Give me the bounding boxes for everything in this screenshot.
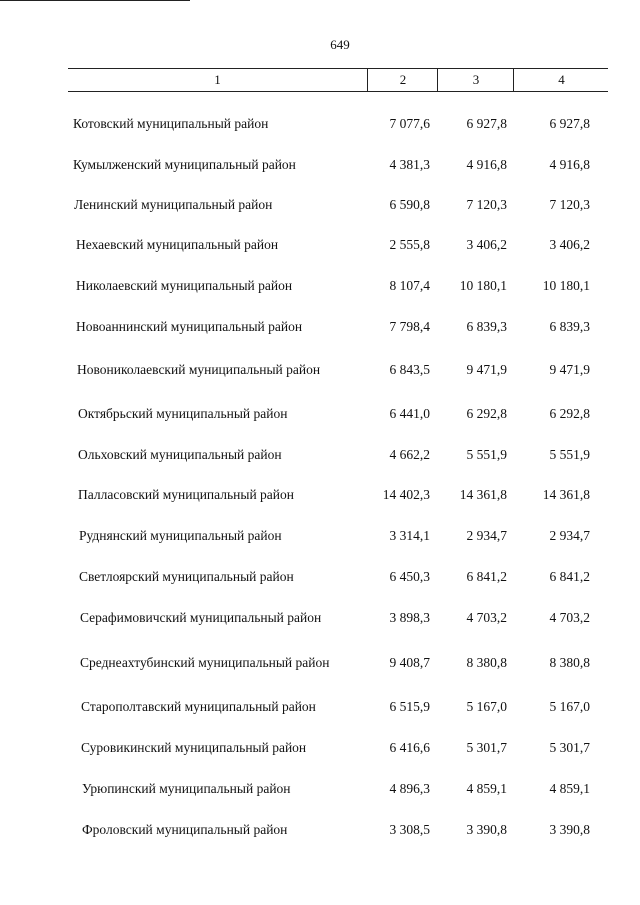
district-name: Светлоярский муниципальный район bbox=[79, 569, 294, 584]
value-col-4: 4 916,8 bbox=[549, 157, 590, 172]
value-col-2: 3 898,3 bbox=[389, 610, 430, 625]
header-col-3: 3 bbox=[437, 69, 514, 91]
value-col-3: 6 927,8 bbox=[466, 116, 507, 131]
value-col-2: 6 843,5 bbox=[389, 362, 430, 377]
header-col-4: 4 bbox=[513, 69, 609, 91]
table-row bbox=[0, 699, 640, 719]
value-col-2: 6 450,3 bbox=[389, 569, 430, 584]
district-name: Николаевский муниципальный район bbox=[76, 278, 293, 293]
district-name: Котовский муниципальный район bbox=[73, 116, 269, 131]
district-name: Кумылженский муниципальный район bbox=[73, 157, 296, 172]
value-col-3: 4 916,8 bbox=[466, 157, 507, 172]
value-col-3: 7 120,3 bbox=[466, 197, 507, 212]
table-row bbox=[0, 655, 640, 675]
value-col-3: 8 380,8 bbox=[466, 655, 507, 670]
value-col-3: 6 292,8 bbox=[466, 406, 507, 421]
value-col-4: 10 180,1 bbox=[542, 278, 590, 293]
table-row bbox=[0, 447, 640, 467]
value-col-2: 7 798,4 bbox=[389, 319, 430, 334]
value-col-3: 6 841,2 bbox=[466, 569, 507, 584]
value-col-4: 6 292,8 bbox=[549, 406, 590, 421]
value-col-2: 7 077,6 bbox=[389, 116, 430, 131]
value-col-3: 5 301,7 bbox=[466, 740, 507, 755]
district-name: Новоаннинский муниципальный район bbox=[76, 319, 303, 334]
value-col-2: 2 555,8 bbox=[389, 237, 430, 252]
value-col-3: 3 406,2 bbox=[466, 237, 507, 252]
value-col-4: 5 551,9 bbox=[549, 447, 590, 462]
value-col-4: 9 471,9 bbox=[549, 362, 590, 377]
value-col-4: 14 361,8 bbox=[542, 487, 590, 502]
value-col-4: 6 841,2 bbox=[549, 569, 590, 584]
value-col-2: 4 896,3 bbox=[389, 781, 430, 796]
header-col-1: 1 bbox=[214, 72, 221, 87]
table-row bbox=[0, 406, 640, 426]
value-col-3: 9 471,9 bbox=[466, 362, 507, 377]
table-row bbox=[0, 528, 640, 548]
value-col-4: 5 167,0 bbox=[549, 699, 590, 714]
value-col-4: 6 927,8 bbox=[549, 116, 590, 131]
value-col-2: 8 107,4 bbox=[389, 278, 430, 293]
value-col-3: 5 167,0 bbox=[466, 699, 507, 714]
value-col-2: 3 308,5 bbox=[389, 822, 430, 837]
value-col-4: 8 380,8 bbox=[549, 655, 590, 670]
value-col-3: 2 934,7 bbox=[466, 528, 507, 543]
value-col-2: 4 662,2 bbox=[389, 447, 430, 462]
value-col-3: 4 703,2 bbox=[466, 610, 507, 625]
value-col-4: 3 406,2 bbox=[549, 237, 590, 252]
value-col-4: 4 859,1 bbox=[549, 781, 590, 796]
value-col-3: 14 361,8 bbox=[459, 487, 507, 502]
value-col-2: 6 590,8 bbox=[389, 197, 430, 212]
table-row bbox=[0, 487, 640, 507]
district-name: Суровикинский муниципальный район bbox=[81, 740, 307, 755]
value-col-2: 6 441,0 bbox=[389, 406, 430, 421]
value-col-4: 7 120,3 bbox=[549, 197, 590, 212]
value-col-3: 4 859,1 bbox=[466, 781, 507, 796]
district-name: Нехаевский муниципальный район bbox=[76, 237, 279, 252]
value-col-4: 6 839,3 bbox=[549, 319, 590, 334]
value-col-3: 6 839,3 bbox=[466, 319, 507, 334]
value-col-3: 5 551,9 bbox=[466, 447, 507, 462]
district-name: Ольховский муниципальный район bbox=[78, 447, 282, 462]
value-col-2: 6 416,6 bbox=[389, 740, 430, 755]
value-col-2: 9 408,7 bbox=[389, 655, 430, 670]
table-row bbox=[0, 822, 640, 842]
page-number: 649 bbox=[330, 37, 350, 52]
district-name: Серафимовичский муниципальный район bbox=[80, 610, 322, 625]
district-name: Палласовский муниципальный район bbox=[78, 487, 294, 502]
table-row bbox=[0, 362, 640, 382]
table-row bbox=[0, 569, 640, 589]
value-col-3: 10 180,1 bbox=[459, 278, 507, 293]
district-name: Ленинский муниципальный район bbox=[74, 197, 273, 212]
table-row bbox=[0, 740, 640, 760]
value-col-3: 3 390,8 bbox=[466, 822, 507, 837]
district-name: Урюпинский муниципальный район bbox=[82, 781, 291, 796]
table-row bbox=[0, 278, 640, 298]
value-col-4: 2 934,7 bbox=[549, 528, 590, 543]
table-row bbox=[0, 319, 640, 339]
value-col-2: 4 381,3 bbox=[389, 157, 430, 172]
table-row bbox=[0, 157, 640, 177]
value-col-4: 4 703,2 bbox=[549, 610, 590, 625]
district-name: Среднеахтубинский муниципальный район bbox=[80, 655, 330, 670]
table-row bbox=[0, 116, 640, 136]
value-col-2: 3 314,1 bbox=[389, 528, 430, 543]
district-name: Новониколаевский муниципальный район bbox=[77, 362, 321, 377]
table-row bbox=[0, 237, 640, 257]
value-col-4: 3 390,8 bbox=[549, 822, 590, 837]
table-row bbox=[0, 197, 640, 217]
table-row bbox=[0, 781, 640, 801]
district-name: Октябрьский муниципальный район bbox=[78, 406, 288, 421]
district-name: Старополтавский муниципальный район bbox=[81, 699, 316, 714]
value-col-2: 6 515,9 bbox=[389, 699, 430, 714]
district-name: Руднянский муниципальный район bbox=[79, 528, 282, 543]
header-col-2: 2 bbox=[367, 69, 438, 91]
value-col-4: 5 301,7 bbox=[549, 740, 590, 755]
value-col-2: 14 402,3 bbox=[382, 487, 430, 502]
district-name: Фроловский муниципальный район bbox=[82, 822, 288, 837]
table-row bbox=[0, 610, 640, 630]
